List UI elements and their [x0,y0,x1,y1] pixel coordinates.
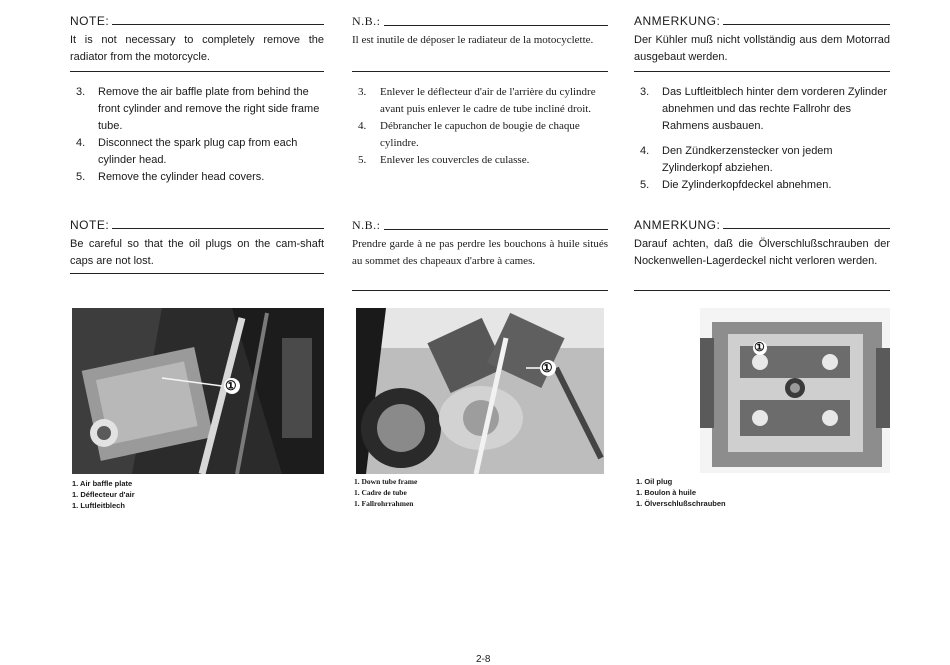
divider [352,290,608,291]
note-text: Darauf achten, daß die Ölverschlußschrauben der Nockenwellen-Lagerdeckel nicht verloren werden. [634,238,890,267]
photo-oil-plug [700,308,890,473]
step-list [70,84,324,186]
divider [634,71,890,72]
step-item: 5. Die Zylinderkopfdeckel abnehmen. [640,179,832,191]
step-item: 4. Débrancher le capuchon de bougie de chaque cylindre. [358,120,580,149]
photo-caption: 1. Down tube frame 1. Cadre de tube 1. Fallrohrrahmen [354,477,418,508]
divider [634,290,890,291]
photo-caption: 1. Oil plug 1. Boulon à huile 1. Ölverschlußschrauben [636,477,726,508]
page-number: 2-8 [476,654,491,665]
note-heading: N.B.: [352,14,608,29]
step-item: 3. Remove the air baffle plate from behind the front cylinder and remove the right side frame tube. [76,86,320,132]
step-list [352,84,608,169]
step-item: 4. Den Zündkerzenstecker von jedem Zylinderkopf abziehen. [640,145,833,174]
note-heading: N.B.: [352,218,608,233]
photo-caption: 1. Air baffle plate 1. Déflecteur d'air 1. Luftleitblech [72,479,135,510]
callout-number: ① [754,340,765,354]
callout-number: ① [225,378,237,393]
note-text: Der Kühler muß nicht vollständig aus dem Motorrad ausgebaut werden. [634,34,890,63]
note-text: Be careful so that the oil plugs on the cam-shaft caps are not lost. [70,238,324,267]
photo-down-tube-frame [356,308,604,474]
divider [352,71,608,72]
divider [70,273,324,274]
photo-air-baffle-plate [72,308,324,474]
step-item: 4. Disconnect the spark plug cap from each cylinder head. [76,137,298,166]
step-item: 5. Enlever les couvercles de culasse. [358,154,530,166]
note-text: Prendre garde à ne pas perdre les bouchons à huile situés au sommet des chapeaux d'arbre à cames. [352,238,608,267]
divider [70,71,324,72]
note-heading: NOTE: [70,218,324,232]
step-list [634,84,890,194]
note-heading: ANMERKUNG: [634,218,890,232]
note-heading: ANMERKUNG: [634,14,890,28]
note-text: It is not necessary to completely remove the radiator from the motorcycle. [70,34,324,63]
step-item: 3. Enlever le déflecteur d'air de l'arrière du cylindre avant puis enlever le cadre de tube incliné droit. [358,86,596,115]
callout-number: ① [541,360,553,375]
note-heading: NOTE: [70,14,324,28]
note-text: Il est inutile de déposer le radiateur de la motocyclette. [352,34,594,46]
step-item: 5. Remove the cylinder head covers. [76,171,265,183]
step-item: 3. Das Luftleitblech hinter dem vorderen Zylinder abnehmen und das rechte Fallrohr des Rahmens ausbauen. [640,86,888,132]
